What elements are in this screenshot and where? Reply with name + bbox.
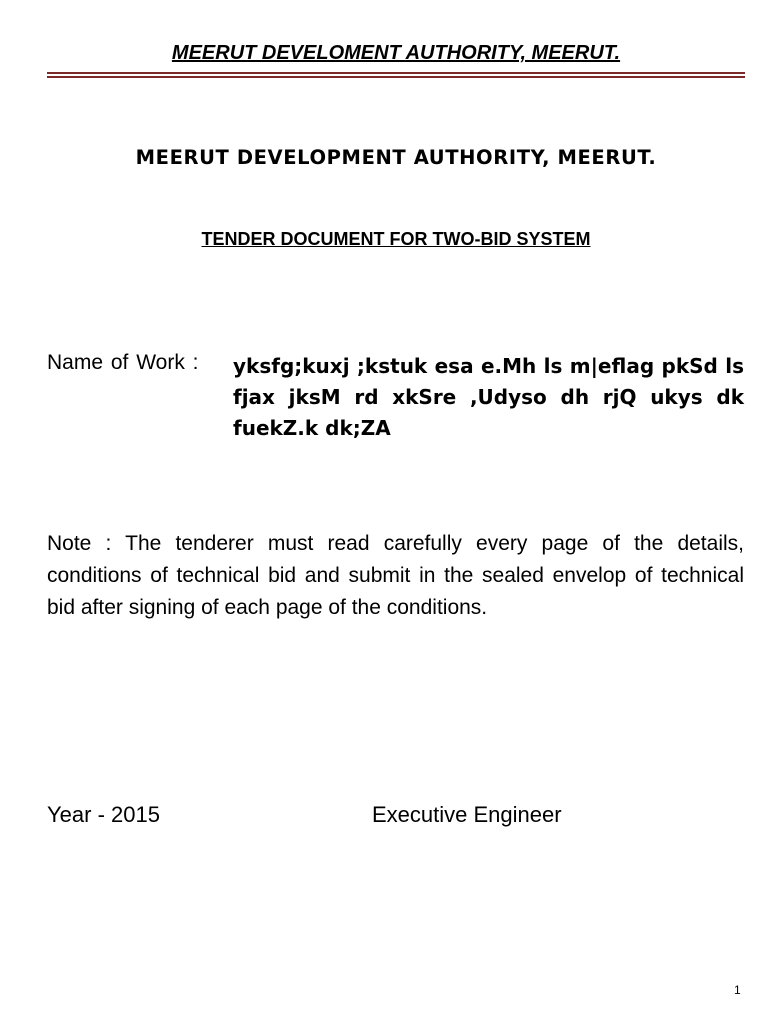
header-rule-top xyxy=(47,72,745,74)
page-header-title: MEERUT DEVELOMENT AUTHORITY, MEERUT. xyxy=(171,42,621,64)
header-rule-bottom xyxy=(47,76,745,78)
work-label: Name of Work : xyxy=(47,351,199,374)
note-paragraph: Note : The tenderer must read carefully every page of the details, conditions of technical bid and submit in the sealed envelop of technical bid after signing of each page of the conditions. xyxy=(47,532,744,619)
page-number: 1 xyxy=(734,983,741,997)
signatory-label: Executive Engineer xyxy=(372,802,562,827)
document-subtitle: TENDER DOCUMENT FOR TWO-BID SYSTEM xyxy=(201,229,591,249)
document-title: MEERUT DEVELOPMENT AUTHORITY, MEERUT. xyxy=(135,146,657,169)
work-description: yksfg;kuxj ;kstuk esa e.Mh ls m|eflag pkSd ls fjax jksM rd xkSre ,Udyso dh rjQ ukys dk fuekZ.k dk;ZA xyxy=(233,354,744,440)
year-label: Year - 2015 xyxy=(47,802,160,827)
